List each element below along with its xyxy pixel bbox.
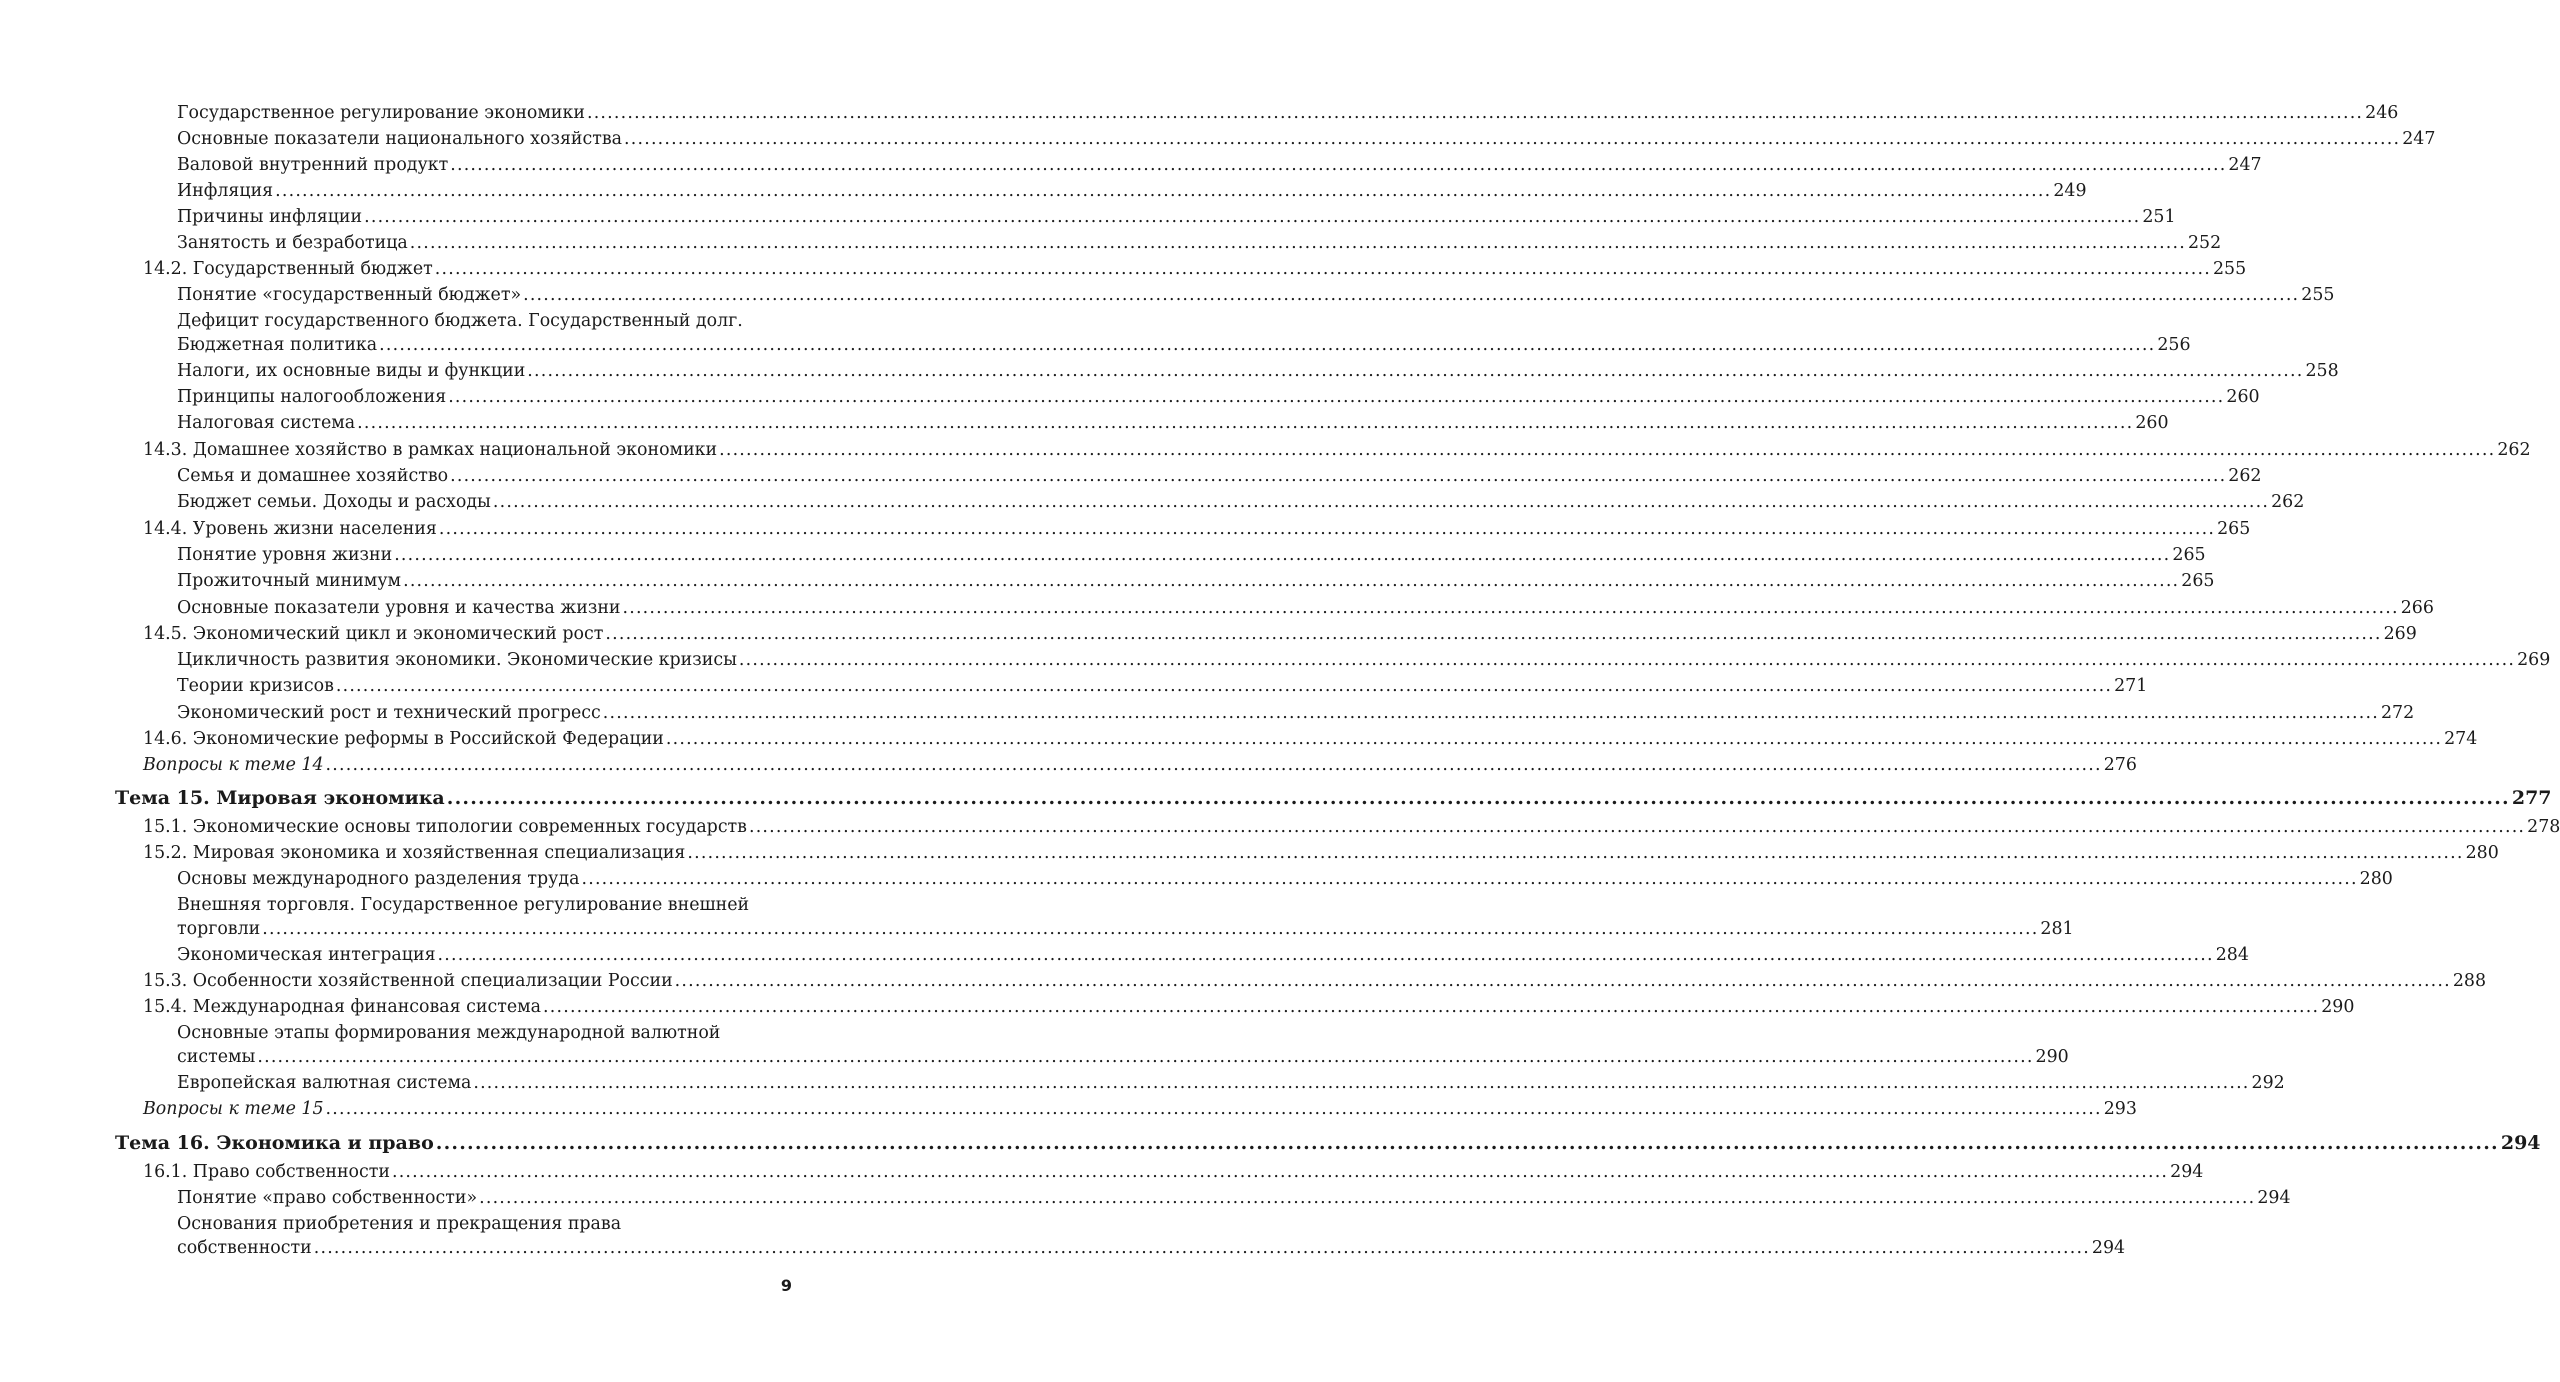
- toc-entry-title: торговли: [177, 919, 261, 939]
- toc-entry-title: 15.3. Особенности хозяйственной специализации России: [143, 971, 673, 991]
- toc-page-number: 290: [2321, 997, 2355, 1017]
- toc-entry-title: 14.4. Уровень жизни населения: [143, 519, 437, 539]
- toc-line: [177, 100, 2399, 126]
- toc-entry-title: Тема 15. Мировая экономика: [115, 787, 445, 809]
- toc-line: [177, 1070, 2285, 1096]
- toc-line: [143, 814, 2560, 840]
- dot-leader: [326, 1096, 2102, 1122]
- toc-entry-title: системы: [177, 1047, 256, 1067]
- toc-line: [143, 1159, 2204, 1185]
- toc-entry-title: Прожиточный минимум: [177, 571, 402, 591]
- dot-leader: [605, 621, 2381, 647]
- dot-leader: [749, 814, 2525, 840]
- toc-page-number: 284: [2215, 945, 2249, 965]
- toc-page-number: 271: [2114, 676, 2148, 696]
- dot-leader: [357, 410, 2133, 436]
- dot-leader: [719, 437, 2495, 463]
- toc-entry-title: Тема 16. Экономика и право: [115, 1132, 434, 1154]
- dot-leader: [275, 178, 2051, 204]
- toc-page-number: 266: [2400, 598, 2434, 618]
- toc-entry-first-line: Основные этапы формирования международной валютной: [177, 1023, 721, 1043]
- toc-entry-title: Понятие «государственный бюджет»: [177, 285, 522, 305]
- toc-entry-title: Европейская валютная система: [177, 1073, 472, 1093]
- toc-line: [177, 126, 2436, 152]
- toc-line: [143, 1096, 2137, 1122]
- dot-leader: [403, 568, 2179, 594]
- toc-entry-title: Теории кризисов: [177, 676, 334, 696]
- toc-line: [177, 542, 2206, 568]
- toc-entry-title: Основные показатели уровня и качества жизни: [177, 598, 621, 618]
- toc-page-number: 258: [2305, 361, 2339, 381]
- dot-leader: [581, 866, 2357, 892]
- dot-leader: [394, 542, 2170, 568]
- toc-line: [177, 942, 2249, 968]
- toc-page-number: 281: [2040, 919, 2074, 939]
- toc-page-number: 293: [2103, 1099, 2137, 1119]
- toc-line: [177, 178, 2087, 204]
- toc-page-number: 269: [2517, 650, 2551, 670]
- toc-entry-title: Инфляция: [177, 181, 274, 201]
- toc-entry-title: 14.2. Государственный бюджет: [143, 259, 433, 279]
- toc-line: [177, 866, 2393, 892]
- toc-page-number: 265: [2181, 571, 2215, 591]
- dot-leader: [262, 916, 2038, 942]
- dot-leader: [314, 1235, 2090, 1261]
- toc-line: [177, 152, 2262, 178]
- toc-entry-title: Экономическая интеграция: [177, 945, 436, 965]
- toc-entry-title: Семья и домашнее хозяйство: [177, 466, 449, 486]
- dot-leader: [257, 1044, 2033, 1070]
- dot-leader: [587, 100, 2363, 126]
- dot-leader: [435, 256, 2211, 282]
- dot-leader: [479, 1185, 2255, 1211]
- dot-leader: [450, 152, 2226, 178]
- toc-line: [143, 994, 2355, 1020]
- toc-page-number: 274: [2444, 729, 2478, 749]
- dot-leader: [379, 332, 2155, 358]
- toc-page-number: 262: [2228, 466, 2262, 486]
- toc-page-number: 251: [2142, 207, 2176, 227]
- toc-entry-title: 15.1. Экономические основы типологии современных государств: [143, 817, 747, 837]
- dot-leader: [543, 994, 2319, 1020]
- toc-entry-title: собственности: [177, 1238, 312, 1258]
- toc-entry-title: 14.5. Экономический цикл и экономический рост: [143, 624, 604, 644]
- toc-page-number: 280: [2359, 869, 2393, 889]
- toc-line: [177, 595, 2434, 621]
- dot-leader: [447, 785, 2510, 811]
- dot-leader: [493, 489, 2269, 515]
- toc-page-number: 255: [2301, 285, 2335, 305]
- dot-leader: [410, 230, 2186, 256]
- toc-page-number: 246: [2365, 103, 2399, 123]
- toc-entry-title: 14.3. Домашнее хозяйство в рамках национальной экономики: [143, 440, 718, 460]
- toc-entry-title: Налоги, их основные виды и функции: [177, 361, 526, 381]
- toc-page-number: 272: [2380, 703, 2415, 723]
- toc-entry-title: 15.2. Мировая экономика и хозяйственная специализация: [143, 843, 686, 863]
- toc-line: [115, 1130, 2541, 1156]
- toc-entry-title: Понятие «право собственности»: [177, 1188, 478, 1208]
- dot-leader: [438, 942, 2214, 968]
- toc-page-number: 247: [2402, 129, 2436, 149]
- toc-page-number: 262: [2497, 440, 2531, 460]
- toc-page-number: 294: [2257, 1188, 2291, 1208]
- toc-entry-title: Государственное регулирование экономики: [177, 103, 585, 123]
- toc-line: [143, 752, 2137, 778]
- toc-line: [177, 916, 2074, 942]
- toc-entry-title: Занятость и безработица: [177, 233, 408, 253]
- toc-entry-title: Экономический рост и технический прогресс: [177, 703, 601, 723]
- toc-entry-first-line: Внешняя торговля. Государственное регулирование внешней: [177, 895, 750, 915]
- dot-leader: [687, 840, 2463, 866]
- toc-page-number: 252: [2187, 233, 2222, 253]
- toc-line: [177, 332, 2191, 358]
- dot-leader: [448, 384, 2224, 410]
- toc-entry-first-line: Дефицит государственного бюджета. Государственный долг.: [177, 311, 743, 331]
- toc-page-number: 294: [2170, 1162, 2204, 1182]
- dot-leader: [364, 204, 2140, 230]
- dot-leader: [450, 463, 2226, 489]
- toc-entry-title: Причины инфляции: [177, 207, 363, 227]
- toc-page-number: 294: [2091, 1238, 2126, 1258]
- toc-entry-title: Понятие уровня жизни: [177, 545, 393, 565]
- dot-leader: [326, 752, 2102, 778]
- dot-leader: [392, 1159, 2168, 1185]
- toc-line: [177, 647, 2551, 673]
- toc-entry-title: Основы международного разделения труда: [177, 869, 580, 889]
- toc-entry-title: Принципы налогообложения: [177, 387, 447, 407]
- toc-line: [177, 384, 2260, 410]
- dot-leader: [603, 700, 2379, 726]
- toc-entry-title: Бюджетная политика: [177, 335, 378, 355]
- toc-line: [177, 463, 2262, 489]
- toc-line: [177, 282, 2335, 308]
- toc-line: [177, 230, 2222, 256]
- toc-line: [177, 358, 2339, 384]
- toc-line: [177, 1044, 2069, 1070]
- toc-line: [115, 785, 2552, 811]
- toc-page-number: 249: [2053, 181, 2087, 201]
- toc-line: [143, 256, 2247, 282]
- toc-entry-title: 14.6. Экономические реформы в Российской Федерации: [143, 729, 664, 749]
- dot-leader: [623, 595, 2399, 621]
- toc-page-number: 269: [2383, 624, 2417, 644]
- toc-page-number: 276: [2103, 755, 2137, 775]
- toc-line: [177, 204, 2176, 230]
- toc-entry-title: 16.1. Право собственности: [143, 1162, 390, 1182]
- toc-entry-first-line: Основания приобретения и прекращения права: [177, 1214, 622, 1234]
- toc-entry-title: Цикличность развития экономики. Экономические кризисы: [177, 650, 737, 670]
- toc-page-number: 290: [2035, 1047, 2069, 1067]
- toc-page-number: 277: [2511, 787, 2552, 809]
- toc-entry-title: Вопросы к теме 15: [143, 1099, 324, 1119]
- toc-page-number: 292: [2251, 1073, 2285, 1093]
- dot-leader: [624, 126, 2400, 152]
- toc-page-number: 265: [2217, 519, 2251, 539]
- toc-line: [177, 1235, 2126, 1261]
- dot-leader: [527, 358, 2303, 384]
- toc-page-number: 256: [2157, 335, 2191, 355]
- toc-entry-title: 15.4. Международная финансовая система: [143, 997, 542, 1017]
- toc-page-number: 280: [2465, 843, 2499, 863]
- toc-entry-title: Основные показатели национального хозяйства: [177, 129, 623, 149]
- toc-page-number: 255: [2212, 259, 2247, 279]
- toc-line: [143, 968, 2487, 994]
- toc-line: [143, 437, 2531, 463]
- page-number: 9: [780, 1276, 792, 1295]
- dot-leader: [666, 726, 2442, 752]
- toc-line: [177, 489, 2305, 515]
- toc-page-number: 265: [2172, 545, 2206, 565]
- dot-leader: [739, 647, 2515, 673]
- dot-leader: [523, 282, 2299, 308]
- dot-leader: [336, 673, 2112, 699]
- toc-line: [143, 840, 2499, 866]
- toc-line: [177, 700, 2415, 726]
- toc-page-number: 278: [2527, 817, 2560, 837]
- toc-entry-title: Бюджет семьи. Доходы и расходы: [177, 492, 491, 512]
- toc-line: [177, 410, 2169, 436]
- toc-entry-title: Налоговая система: [177, 413, 356, 433]
- toc-page-number: 260: [2226, 387, 2260, 407]
- toc-line: [143, 726, 2478, 752]
- toc-page-number: 294: [2500, 1132, 2541, 1154]
- toc-entry-title: Вопросы к теме 14: [143, 755, 324, 775]
- toc-line: [143, 516, 2251, 542]
- toc-page-number: 262: [2271, 492, 2305, 512]
- dot-leader: [675, 968, 2451, 994]
- dot-leader: [473, 1070, 2249, 1096]
- toc-line: [177, 673, 2148, 699]
- toc-page-number: 288: [2452, 971, 2487, 991]
- dot-leader: [436, 1130, 2499, 1156]
- toc-entry-title: Валовой внутренний продукт: [177, 155, 449, 175]
- toc-line: [143, 621, 2417, 647]
- toc-line: [177, 568, 2215, 594]
- toc-line: [177, 1185, 2291, 1211]
- toc-page-number: 247: [2228, 155, 2262, 175]
- toc-page-number: 260: [2135, 413, 2169, 433]
- dot-leader: [439, 516, 2215, 542]
